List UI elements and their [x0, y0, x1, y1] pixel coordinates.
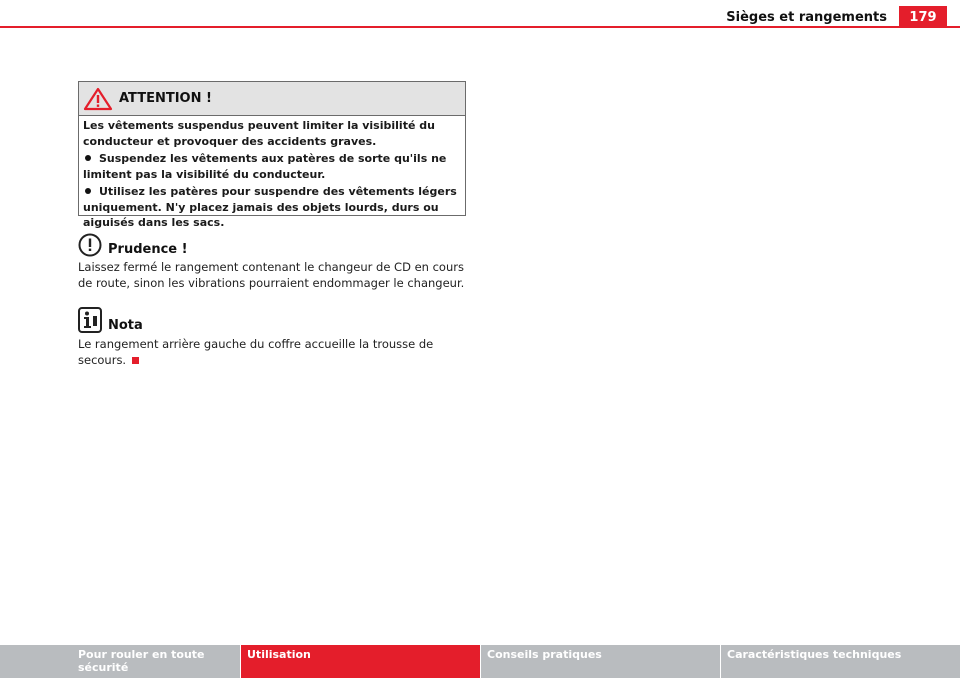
caution-heading	[78, 233, 188, 257]
caution-title: Prudence !	[108, 242, 188, 257]
attention-item: Suspendez les vêtements aux patères de sorte qu'ils ne limitent pas la visibilité du conducteur.	[83, 152, 447, 181]
note-text: Le rangement arrière gauche du coffre accueille la trousse de secours.	[78, 337, 434, 367]
attention-item: Utilisez les patères pour suspendre des vêtements légers uniquement. N'y placez jamais des objets lourds, durs ou aiguisés dans les sacs.	[83, 185, 457, 229]
warning-triangle-icon	[83, 87, 113, 111]
note-title: Nota	[108, 318, 143, 333]
exclamation-circle-icon	[78, 233, 102, 257]
footer-tab-caracteristiques[interactable]: Caractéristiques techniques	[720, 645, 960, 678]
page-number: 179	[899, 6, 947, 28]
bullet-icon	[85, 188, 91, 194]
footer-tab-securite[interactable]: Pour rouler en toute sécurité	[0, 645, 240, 678]
footer-nav	[0, 645, 960, 678]
header-rule	[0, 26, 960, 28]
attention-intro: Les vêtements suspendus peuvent limiter la visibilité du conducteur et provoquer des accidents graves.	[83, 119, 435, 148]
attention-header	[79, 82, 465, 116]
attention-body	[79, 116, 465, 231]
section-end-marker	[132, 357, 139, 364]
footer-tab-conseils[interactable]: Conseils pratiques	[480, 645, 720, 678]
info-document-icon	[78, 307, 102, 333]
attention-title: ATTENTION !	[119, 91, 212, 106]
page-header-title: Sièges et rangements	[726, 10, 887, 25]
note-heading	[78, 307, 143, 333]
attention-box	[78, 81, 466, 229]
bullet-icon	[85, 155, 91, 161]
caution-text: Laissez fermé le rangement contenant le changeur de CD en cours de route, sinon les vibrations pourraient endommager le changeur.	[78, 260, 465, 290]
footer-tab-utilisation[interactable]: Utilisation	[240, 645, 480, 678]
